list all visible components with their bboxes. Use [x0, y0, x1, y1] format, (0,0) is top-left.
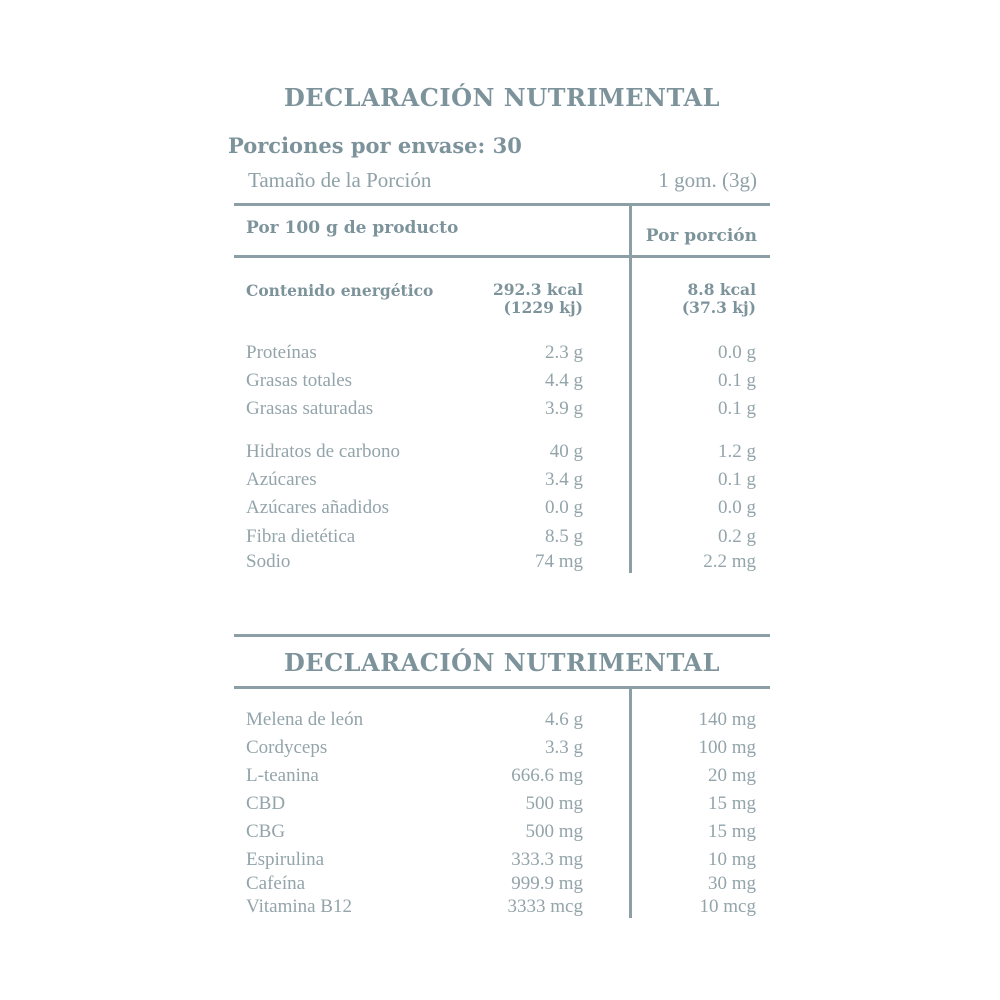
table-row	[246, 469, 756, 493]
table-row	[246, 551, 756, 575]
ingredient-name: CBG	[246, 821, 286, 842]
table-row	[246, 398, 756, 422]
nutrient-per-100g: 3.9 g	[545, 398, 583, 419]
ingredient-per-100g: 333.3 mg	[511, 849, 583, 870]
servings-per-container: Porciones por envase: 30	[228, 133, 522, 158]
ingredient-per-serving: 10 mcg	[699, 896, 756, 917]
nutrient-name: Fibra dietética	[246, 526, 356, 547]
ingredient-per-100g: 4.6 g	[545, 709, 583, 730]
nutrient-per-100g: 4.4 g	[545, 370, 583, 391]
table-row	[246, 896, 756, 920]
nutrient-per-serving: 0.0 g	[718, 497, 756, 518]
ingredient-name: Espirulina	[246, 849, 325, 870]
header-bottom-rule	[234, 255, 770, 258]
table-row	[246, 441, 756, 465]
ingredient-per-100g: 666.6 mg	[511, 765, 583, 786]
nutrient-per-100g: 8.5 g	[545, 526, 583, 547]
table-row	[246, 526, 756, 550]
nutrient-name: Azúcares añadidos	[246, 497, 389, 518]
page-title: DECLARACIÓN NUTRIMENTAL	[283, 83, 721, 112]
nutrient-per-serving: 0.1 g	[718, 469, 756, 490]
nutrient-name: Grasas totales	[246, 370, 353, 391]
energy-per-100g-kj: (1229 kj)	[503, 298, 583, 317]
nutrient-per-100g: 3.4 g	[545, 469, 583, 490]
serving-size-value: 1 gom. (3g)	[658, 168, 757, 192]
nutrient-name: Proteínas	[246, 342, 317, 363]
table-row	[246, 849, 756, 873]
nutrient-name: Hidratos de carbono	[246, 441, 401, 462]
table-row	[246, 873, 756, 897]
nutrient-per-serving: 0.1 g	[718, 370, 756, 391]
nutrient-name: Azúcares	[246, 469, 317, 490]
energy-per-100g	[493, 281, 583, 317]
nutrient-per-serving: 0.0 g	[718, 342, 756, 363]
table-row	[246, 370, 756, 394]
energy-per-serving-kcal: 8.8 kcal	[687, 280, 756, 299]
ingredient-per-serving: 15 mg	[707, 821, 756, 842]
nutrient-per-100g: 2.3 g	[545, 342, 583, 363]
energy-label: Contenido energético	[246, 281, 434, 300]
nutrient-name: Grasas saturadas	[246, 398, 374, 419]
nutrient-name: Sodio	[246, 551, 291, 572]
table-top-rule	[234, 203, 770, 206]
table-row	[246, 342, 756, 366]
nutrient-per-serving: 0.2 g	[718, 526, 756, 547]
table-row	[246, 709, 756, 733]
ingredient-per-100g: 500 mg	[525, 793, 583, 814]
ingredient-name: Melena de león	[246, 709, 364, 730]
ingredient-per-100g: 500 mg	[525, 821, 583, 842]
section2-header-rule	[234, 686, 770, 689]
table-row	[246, 765, 756, 789]
table-row	[246, 737, 756, 761]
energy-per-serving-kj: (37.3 kj)	[681, 298, 756, 317]
ingredient-per-serving: 100 mg	[698, 737, 756, 758]
ingredient-per-serving: 30 mg	[707, 873, 756, 894]
ingredient-per-100g: 3333 mcg	[507, 896, 583, 917]
nutrient-per-100g: 0.0 g	[545, 497, 583, 518]
serving-size-label: Tamaño de la Porción	[248, 168, 432, 192]
ingredient-per-serving: 10 mg	[707, 849, 756, 870]
section2-top-rule	[234, 634, 770, 637]
ingredient-per-100g: 999.9 mg	[511, 873, 583, 894]
nutrient-per-100g: 40 g	[549, 441, 583, 462]
nutrient-per-serving: 2.2 mg	[703, 551, 756, 572]
table-row	[246, 497, 756, 521]
energy-per-100g-kcal: 292.3 kcal	[492, 280, 583, 299]
ingredient-per-100g: 3.3 g	[545, 737, 583, 758]
ingredient-per-serving: 140 mg	[698, 709, 756, 730]
nutrient-per-100g: 74 mg	[534, 551, 583, 572]
ingredient-name: Cafeína	[246, 873, 306, 894]
ingredient-name: Vitamina B12	[246, 896, 352, 917]
nutrient-per-serving: 0.1 g	[718, 398, 756, 419]
ingredient-name: Cordyceps	[246, 737, 328, 758]
nutrient-per-serving: 1.2 g	[718, 441, 756, 462]
energy-per-serving	[682, 281, 756, 317]
table-row	[246, 793, 756, 817]
section2-title: DECLARACIÓN NUTRIMENTAL	[283, 648, 721, 677]
ingredient-name: L-teanina	[246, 765, 319, 786]
table-row	[246, 821, 756, 845]
header-per-100g: Por 100 g de producto	[246, 218, 459, 238]
ingredient-per-serving: 15 mg	[707, 793, 756, 814]
header-per-serving: Por porción	[645, 226, 757, 246]
ingredient-name: CBD	[246, 793, 286, 814]
ingredient-per-serving: 20 mg	[707, 765, 756, 786]
